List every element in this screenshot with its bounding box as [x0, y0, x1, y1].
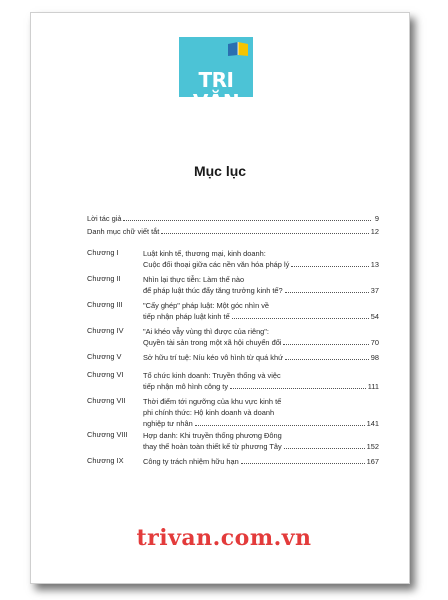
page-title: Mục lục: [193, 163, 247, 179]
toc-entry-title: Hợp danh: Khi truyền thống phương Đông: [143, 431, 282, 440]
toc-entry: [87, 430, 379, 452]
toc-page-number: 111: [367, 382, 379, 391]
toc-entry-title: phi chính thức: Hộ kinh doanh và doanh: [143, 408, 275, 417]
dot-leader: [123, 220, 371, 221]
toc-page-number: 9: [374, 214, 379, 223]
logo-text-a: TRI: [198, 68, 234, 92]
watermark: trivan.com.vn: [136, 525, 312, 551]
toc-entry-title: tiếp nhận pháp luật kinh tế: [143, 312, 230, 321]
toc-entry-title: Công ty trách nhiệm hữu hạn: [143, 457, 239, 466]
toc-chapter-label: Chương III: [87, 300, 123, 309]
toc-page-number: 98: [370, 353, 379, 362]
toc-chapter-label: Chương VIII: [87, 430, 128, 439]
toc-page-number: 70: [370, 338, 379, 347]
toc-page-number: 167: [366, 457, 379, 466]
toc-entry: [87, 300, 379, 322]
toc-entry-title: Nhìn lại thực tiễn: Làm thế nào: [143, 275, 245, 284]
toc-entry: [87, 213, 379, 224]
toc-entry: [87, 274, 379, 296]
toc-page-number: 152: [366, 442, 379, 451]
dot-leader: [285, 292, 369, 293]
toc-chapter-label: Chương V: [87, 352, 122, 361]
toc-page-number: 37: [370, 286, 379, 295]
tri-van-logo: [179, 37, 253, 114]
toc-chapter-label: Chương VII: [87, 396, 126, 405]
toc-entry-title: nghiệp tư nhân: [143, 419, 193, 428]
toc-page-number: 13: [370, 260, 379, 269]
toc-entry-title: Cuộc đối thoại giữa các nền văn hóa pháp lý: [143, 260, 290, 269]
toc-entry-title: Luật kinh tế, thương mại, kinh doanh:: [143, 249, 266, 258]
book-icon: [227, 41, 249, 57]
dot-leader: [230, 388, 366, 389]
toc-entry: [87, 352, 379, 363]
dot-leader: [284, 448, 365, 449]
toc-entry-title: "Cấy ghép" pháp luật: Một góc nhìn về: [143, 301, 270, 310]
toc-entry-title: Danh mục chữ viết tắt: [87, 227, 160, 236]
toc-entry: [87, 396, 379, 429]
toc-page-number: 54: [370, 312, 379, 321]
dot-leader: [232, 318, 369, 319]
toc-entry-title: Tổ chức kinh doanh: Truyền thống và việc: [143, 371, 281, 380]
toc-chapter-label: Chương II: [87, 274, 121, 283]
toc-entry-title: "Ai khéo vẫy vùng thì được của riêng":: [143, 327, 269, 336]
toc-entry-title: Sở hữu trí tuệ: Níu kéo vô hình từ quá khứ: [143, 353, 284, 362]
toc-entry-title: tiếp nhận mô hình công ty: [143, 382, 229, 391]
toc-chapter-label: Chương VI: [87, 370, 124, 379]
toc-chapter-label: Chương IX: [87, 456, 124, 465]
toc-entry-title: Thời điểm tới ngưỡng của khu vực kinh tế: [143, 397, 282, 406]
toc-entry: [87, 326, 379, 348]
toc-entry: [87, 226, 379, 237]
book-page: [30, 12, 410, 584]
dot-leader: [283, 344, 368, 345]
logo-text: [179, 69, 253, 113]
toc-chapter-label: Chương IV: [87, 326, 124, 335]
toc-entry: [87, 456, 379, 467]
toc-entry-title: Lời tác giả: [87, 214, 122, 223]
toc-entry-title: thay thế hoàn toàn thiết kế từ phương Tây: [143, 442, 282, 451]
dot-leader: [285, 359, 369, 360]
toc-entry: [87, 370, 379, 392]
toc-chapter-label: Chương I: [87, 248, 119, 257]
toc-entry-title: Quyền tài sản trong một xã hội chuyển đổi: [143, 338, 282, 347]
dot-leader: [195, 425, 365, 426]
toc-entry: [87, 248, 379, 270]
toc-page-number: 12: [370, 227, 379, 236]
toc-page-number: 141: [366, 419, 379, 428]
logo-text-b: VĂN: [192, 90, 240, 114]
dot-leader: [161, 233, 368, 234]
dot-leader: [241, 463, 365, 464]
toc-entry-title: để pháp luật thúc đẩy tăng trưởng kinh tế?: [143, 286, 283, 295]
dot-leader: [291, 266, 368, 267]
